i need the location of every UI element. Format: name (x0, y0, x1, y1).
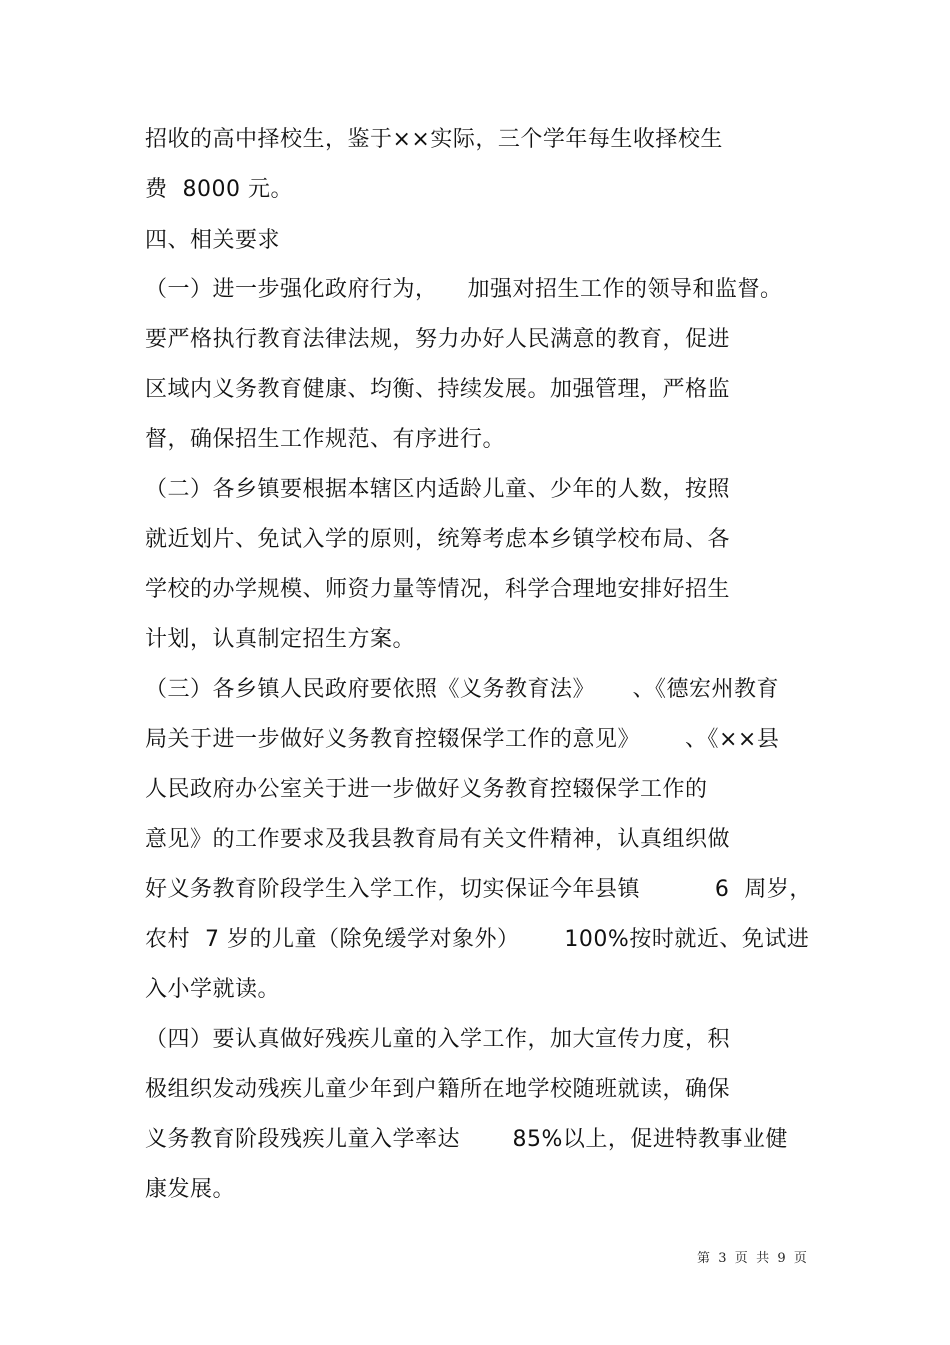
section-heading: 四、相关要求 (145, 228, 281, 253)
paragraph-line: 学校的办学规模、师资力量等情况，科学合理地安排好招生 (145, 577, 731, 602)
paragraph-line: 计划，认真制定招生方案。 (145, 627, 416, 652)
paragraph-line: 招收的高中择校生，鉴于××实际，三个学年每生收择校生 (145, 127, 723, 152)
paragraph-line: 入小学就读。 (145, 977, 281, 1002)
paragraph-line: 好义务教育阶段学生入学工作，切实保证今年县镇 6 周岁， (145, 877, 812, 902)
paragraph-line: 就近划片、免试入学的原则，统筹考虑本乡镇学校布局、各 (145, 527, 731, 552)
page-number: 第 3 页 共 9 页 (697, 1251, 807, 1266)
paragraph-line: （三）各乡镇人民政府要依照《义务教育法》 、《德宏州教育 (145, 677, 779, 702)
paragraph-line: 督，确保招生工作规范、有序进行。 (145, 427, 506, 452)
paragraph-line: 局关于进一步做好义务教育控辍保学工作的意见》 、《××县 (145, 727, 780, 752)
paragraph-line: 康发展。 (145, 1177, 236, 1202)
paragraph-line: 意见》的工作要求及我县教育局有关文件精神，认真组织做 (145, 827, 731, 852)
paragraph-line: （四）要认真做好残疾儿童的入学工作，加大宣传力度，积 (145, 1027, 731, 1052)
paragraph-line: 义务教育阶段残疾儿童入学率达 85%以上，促进特教事业健 (145, 1127, 788, 1152)
paragraph-line: 人民政府办公室关于进一步做好义务教育控辍保学工作的 (145, 777, 708, 802)
paragraph-line: 农村 7 岁的儿童（除免缓学对象外） 100%按时就近、免试进 (145, 927, 810, 952)
paragraph-line: 费 8000 元。 (145, 177, 293, 202)
paragraph-line: （二）各乡镇要根据本辖区内适龄儿童、少年的人数，按照 (145, 477, 731, 502)
paragraph-line: （一）进一步强化政府行为， 加强对招生工作的领导和监督。 (145, 277, 783, 302)
paragraph-line: 要严格执行教育法律法规，努力办好人民满意的教育，促进 (145, 327, 731, 352)
paragraph-line: 极组织发动残疾儿童少年到户籍所在地学校随班就读，确保 (145, 1077, 731, 1102)
paragraph-line: 区域内义务教育健康、均衡、持续发展。加强管理，严格监 (145, 377, 731, 402)
